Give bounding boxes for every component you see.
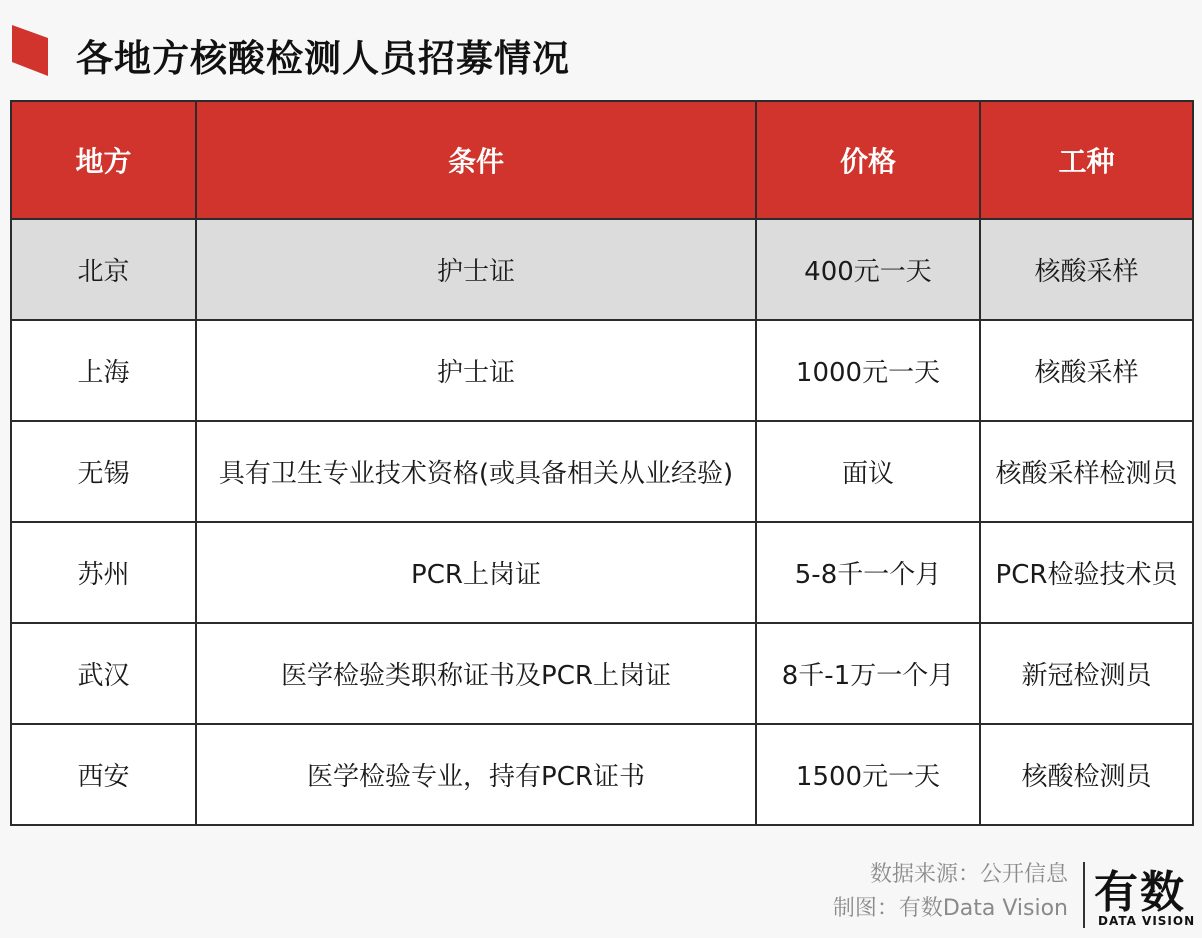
table-row bbox=[11, 219, 1193, 320]
brand-logo: 有数 bbox=[1094, 867, 1186, 918]
table-cell: 核酸采样检测员 bbox=[980, 421, 1193, 522]
footer-divider bbox=[1083, 862, 1085, 928]
table-cell: PCR上岗证 bbox=[196, 522, 756, 623]
table-cell: 8千-1万一个月 bbox=[756, 623, 980, 724]
table-cell: 具有卫生专业技术资格(或具备相关从业经验) bbox=[196, 421, 756, 522]
table-cell: 核酸采样 bbox=[980, 320, 1193, 421]
table-cell: PCR检验技术员 bbox=[980, 522, 1193, 623]
recruitment-table bbox=[10, 100, 1194, 826]
table-row bbox=[11, 320, 1193, 421]
column-header: 价格 bbox=[756, 101, 980, 219]
table-header-row bbox=[11, 101, 1193, 219]
table-cell: 核酸检测员 bbox=[980, 724, 1193, 825]
table-cell: 护士证 bbox=[196, 320, 756, 421]
table-cell: 无锡 bbox=[11, 421, 196, 522]
data-source-text: 数据来源：公开信息 bbox=[869, 862, 1068, 887]
table-cell: 400元一天 bbox=[756, 219, 980, 320]
table-cell: 面议 bbox=[756, 421, 980, 522]
table-cell: 医学检验类职称证书及PCR上岗证 bbox=[196, 623, 756, 724]
table-cell: 5-8千一个月 bbox=[756, 522, 980, 623]
title-accent-mark bbox=[0, 0, 60, 80]
table-row bbox=[11, 724, 1193, 825]
table-cell: 北京 bbox=[11, 219, 196, 320]
table-cell: 新冠检测员 bbox=[980, 623, 1193, 724]
table-row bbox=[11, 522, 1193, 623]
table-cell: 1000元一天 bbox=[756, 320, 980, 421]
brand-logo-subtitle: DATA VISION bbox=[1098, 914, 1196, 928]
table-cell: 上海 bbox=[11, 320, 196, 421]
column-header: 工种 bbox=[980, 101, 1193, 219]
column-header: 地方 bbox=[11, 101, 196, 219]
table-row bbox=[11, 623, 1193, 724]
table-cell: 武汉 bbox=[11, 623, 196, 724]
title-bar bbox=[0, 0, 1202, 100]
table-cell: 西安 bbox=[11, 724, 196, 825]
table-cell: 核酸采样 bbox=[980, 219, 1193, 320]
table-cell: 护士证 bbox=[196, 219, 756, 320]
table-cell: 苏州 bbox=[11, 522, 196, 623]
table-cell: 1500元一天 bbox=[756, 724, 980, 825]
table-cell: 医学检验专业，持有PCR证书 bbox=[196, 724, 756, 825]
column-header: 条件 bbox=[196, 101, 756, 219]
page-title: 各地方核酸检测人员招募情况 bbox=[76, 37, 570, 80]
footer-credits bbox=[833, 858, 1068, 926]
table-row bbox=[11, 421, 1193, 522]
chart-credit-text: 制图：有数Data Vision bbox=[832, 896, 1068, 921]
